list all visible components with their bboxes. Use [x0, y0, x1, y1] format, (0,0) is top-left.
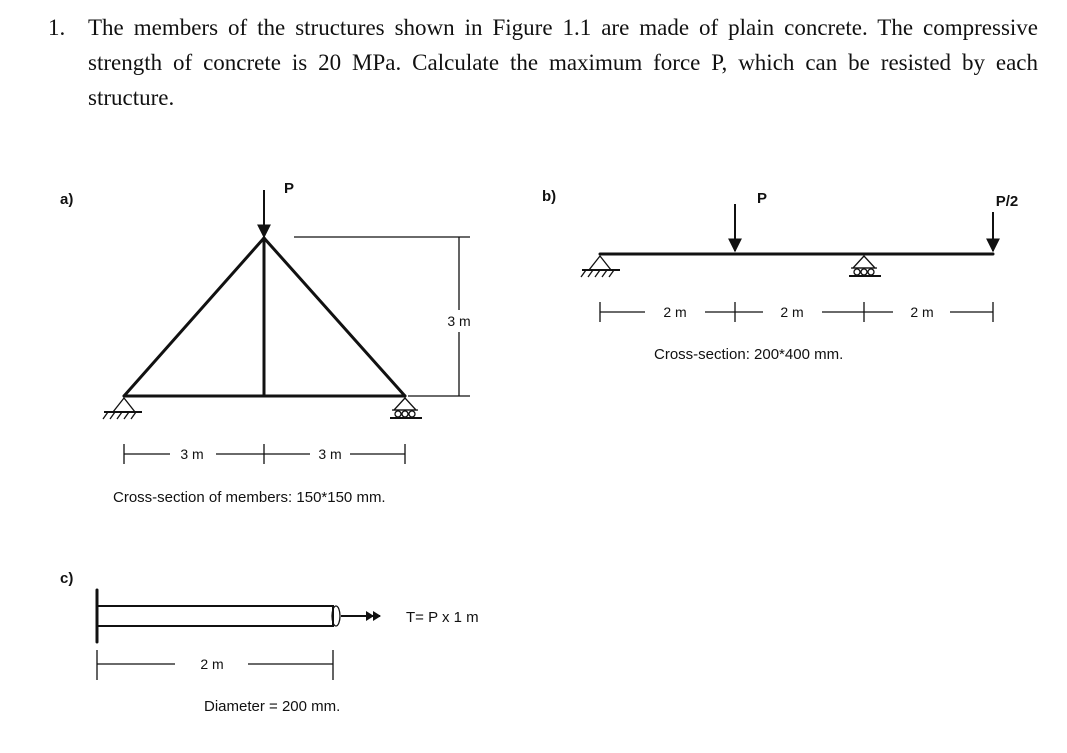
figure-c-label: c)	[60, 570, 74, 587]
shaft-body	[97, 606, 333, 626]
height-dimension-label: 3 m	[447, 313, 471, 329]
truss-right-rafter	[264, 238, 405, 396]
shaft-length-label: 2 m	[200, 656, 224, 672]
figure-c-caption: Diameter = 200 mm.	[204, 698, 341, 715]
roller-support-icon	[390, 398, 422, 418]
beam-end-load-label: P/2	[995, 193, 1019, 210]
truss-left-rafter	[124, 238, 264, 396]
figure-a-truss	[60, 180, 471, 506]
torque-label: T= P x 1 m	[406, 609, 479, 626]
figure-b-beam	[542, 188, 1018, 363]
figure-c-shaft	[60, 570, 479, 715]
pin-support-icon	[103, 398, 142, 419]
figure-a-label: a)	[60, 191, 74, 208]
problem-text: The members of the structures shown in Figure 1.1 are made of plain concrete. The compressive strength of concrete is 20 MPa. Calculate the maximum force P, which can be resisted by each structure.	[88, 15, 1038, 110]
beam-load-label-p: P	[757, 190, 768, 207]
figure-b-caption: Cross-section: 200*400 mm.	[654, 346, 844, 363]
figure-b-label: b)	[542, 188, 557, 205]
beam-dim-label-3: 2 m	[910, 304, 934, 320]
load-label-p: P	[284, 180, 295, 197]
span-left-label: 3 m	[180, 446, 204, 462]
span-right-label: 3 m	[318, 446, 342, 462]
torque-double-arrow-icon	[341, 611, 381, 621]
problem-number: 1.	[48, 15, 66, 40]
beam-pin-support-icon	[581, 256, 620, 277]
beam-dim-label-1: 2 m	[663, 304, 687, 320]
beam-dim-label-2: 2 m	[780, 304, 804, 320]
beam-roller-support-icon	[849, 256, 881, 276]
figure-a-caption: Cross-section of members: 150*150 mm.	[113, 489, 386, 506]
